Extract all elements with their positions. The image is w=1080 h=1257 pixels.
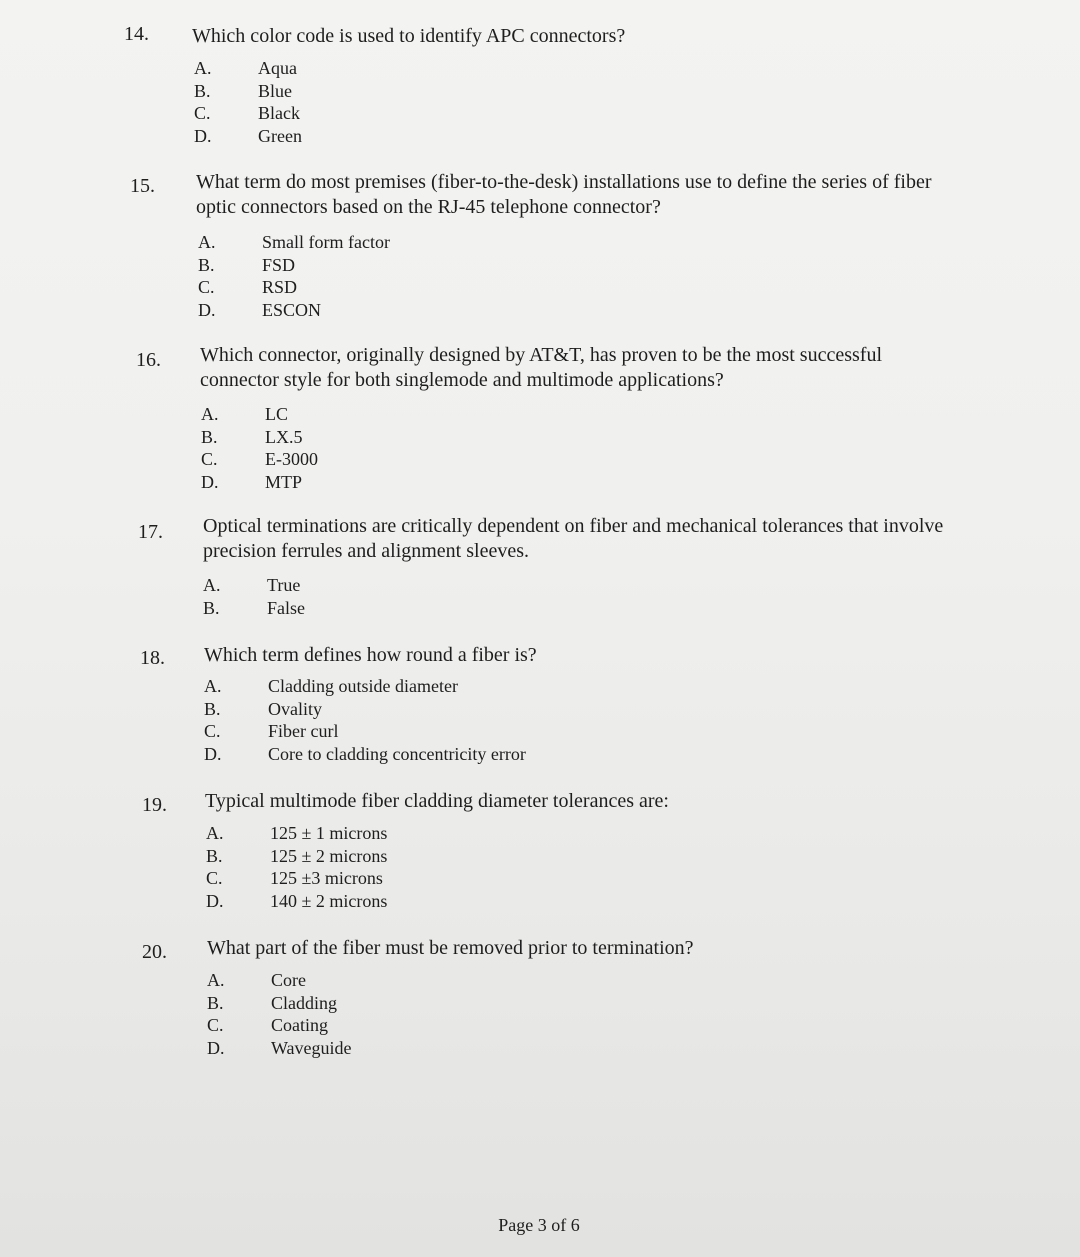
option-letter: B. [207,992,224,1013]
question-number: 18. [140,647,165,669]
option-text: E-3000 [265,449,318,469]
question-text: What term do most premises (fiber-to-the-desk) installations use to define the series of fiber optic connectors based on the RJ-45 telephone connector? [196,171,932,218]
option-text: RSD [262,277,298,297]
option-text: Black [258,103,300,123]
option-text: Waveguide [271,1037,352,1058]
option-letter: D. [207,1037,225,1058]
question-number: 20. [142,941,167,963]
option-text: Blue [258,80,292,101]
option-letter: C. [201,449,218,469]
option-letter: D. [201,471,219,492]
question-number: 17. [138,521,163,543]
option-letter: D. [206,890,224,911]
option-letter: A. [198,232,216,252]
option-letter: A. [204,676,222,696]
question-text: Which term defines how round a fiber is? [204,644,537,666]
page-number: Page 3 of 6 [498,1215,580,1235]
option-letter: D. [204,743,222,764]
option-text: 125 ± 2 microns [270,845,388,866]
option-letter: B. [194,80,211,101]
question-text: Typical multimode fiber cladding diameter tolerances are: [205,790,669,812]
question-number: 16. [136,349,161,371]
option-text: 125 ± 1 microns [270,823,388,843]
option-text: Ovality [268,698,322,719]
option-text: LC [265,404,289,424]
question-text: What part of the fiber must be removed prior to termination? [207,937,694,959]
option-text: FSD [262,254,296,275]
option-letter: B. [201,426,218,447]
option-text: LX.5 [265,426,303,447]
option-letter: C. [198,277,215,297]
question-number: 14. [124,23,149,45]
option-letter: A. [201,404,219,424]
question-text: Which color code is used to identify APC connectors? [192,25,626,47]
option-letter: B. [203,597,220,618]
question-text: Optical terminations are critically dependent on fiber and mechanical tolerances that involve precision ferrules and alignment sleeves. [203,515,944,562]
question-number: 15. [130,175,155,197]
option-text: MTP [265,471,303,492]
option-text: Core [271,970,306,990]
question-number: 19. [142,794,167,816]
option-letter: A. [203,575,221,595]
page-footer [0,1213,1080,1237]
option-letter: C. [204,721,221,741]
option-text: Small form factor [262,232,390,252]
option-text: 125 ±3 microns [270,868,383,888]
option-text: False [267,597,305,618]
option-letter: A. [206,823,224,843]
option-letter: B. [206,845,223,866]
option-letter: B. [198,254,215,275]
option-text: Coating [271,1015,328,1035]
option-letter: D. [194,125,212,146]
option-letter: C. [206,868,223,888]
option-text: Aqua [258,58,297,78]
option-text: Cladding outside diameter [268,676,458,696]
option-text: Fiber curl [268,721,339,741]
option-text: True [267,575,301,595]
option-letter: A. [207,970,225,990]
option-text: Cladding [271,992,337,1013]
option-letter: A. [194,58,212,78]
option-letter: B. [204,698,221,719]
option-text: Core to cladding concentricity error [268,743,526,764]
option-text: Green [258,125,302,146]
option-letter: D. [198,299,216,320]
question-text: Which connector, originally designed by AT&T, has proven to be the most successful connector style for both singlemode and multimode applications? [200,344,883,391]
option-text: ESCON [262,299,322,320]
option-text: 140 ± 2 microns [270,890,388,911]
option-letter: C. [207,1015,224,1035]
option-letter: C. [194,103,211,123]
